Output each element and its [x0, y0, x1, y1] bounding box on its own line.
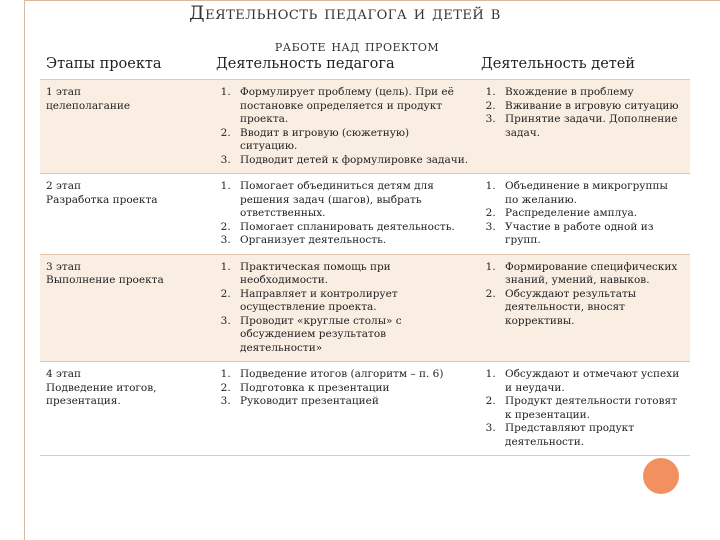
table-header-row: [40, 52, 690, 80]
list-item: 2. Продукт деятельности готовят к презентации.: [499, 395, 684, 422]
list-item: 1. Формирование специфических знаний, умений, навыков.: [499, 261, 684, 288]
list-item: 2. Помогает спланировать деятельность.: [234, 221, 469, 235]
list-item: 2. Обсуждают результаты деятельности, вносят коррективы.: [499, 288, 684, 329]
slide-frame-left: [24, 0, 25, 540]
list-item: 2. Вводит в игровую (сюжетную) ситуацию.: [234, 127, 469, 154]
header-children: Деятельность детей: [481, 56, 636, 72]
children-cell: [475, 80, 690, 174]
teacher-cell: [210, 362, 475, 456]
list-item: 1. Помогает объединиться детям для решения задач (шагов), выбрать ответственных.: [234, 180, 469, 221]
children-list: [481, 261, 684, 329]
list-item: 2. Вживание в игровую ситуацию: [499, 100, 684, 114]
list-item: 3. Представляют продукт деятельности.: [499, 422, 684, 449]
teacher-list: [216, 180, 469, 248]
title-line-1: Деятельность педагога и детей в: [189, 2, 501, 24]
list-item: 2. Распределение амплуа.: [499, 207, 684, 221]
list-item: 3. Принятие задачи. Дополнение задач.: [499, 113, 684, 140]
table-row: [40, 362, 690, 456]
children-cell: [475, 362, 690, 456]
teacher-cell: [210, 80, 475, 174]
children-cell: [475, 174, 690, 255]
children-list: [481, 86, 684, 140]
teacher-list: [216, 368, 469, 409]
teacher-cell: [210, 174, 475, 255]
stage-cell: 2 этап Разработка проекта: [46, 180, 158, 206]
table-row: [40, 254, 690, 362]
stage-cell: 1 этап целеполагание: [46, 86, 131, 112]
list-item: 1. Формулирует проблему (цель). При её постановке определяется и продукт проекта.: [234, 86, 469, 127]
decorative-orange-circle: [643, 458, 679, 494]
header-teacher: Деятельность педагога: [216, 56, 395, 72]
table-row: [40, 174, 690, 255]
teacher-list: [216, 261, 469, 356]
list-item: 3. Участие в работе одной из групп.: [499, 221, 684, 248]
list-item: 1. Обсуждают и отмечают успехи и неудачи.: [499, 368, 684, 395]
list-item: 1. Практическая помощь при необходимости.: [234, 261, 469, 288]
list-item: 3. Проводит «круглые столы» с обсуждением результатов деятельности»: [234, 315, 469, 356]
list-item: 1. Вхождение в проблему: [499, 86, 684, 100]
table-row: [40, 80, 690, 174]
teacher-list: [216, 86, 469, 167]
list-item: 3. Руководит презентацией: [234, 395, 469, 409]
children-list: [481, 180, 684, 248]
title-line-2: работе над проектом: [274, 37, 440, 55]
slide-frame-top: [24, 0, 720, 1]
list-item: 2. Направляет и контролирует осуществление проекта.: [234, 288, 469, 315]
list-item: 1. Подведение итогов (алгоритм – п. 6): [234, 368, 469, 382]
stage-cell: 4 этап Подведение итогов, презентация.: [46, 368, 157, 407]
list-item: 1. Объединение в микрогруппы по желанию.: [499, 180, 684, 207]
list-item: 2. Подготовка к презентации: [234, 382, 469, 396]
stage-cell: 3 этап Выполнение проекта: [46, 260, 164, 286]
children-list: [481, 368, 684, 449]
header-stages: Этапы проекта: [46, 56, 162, 72]
teacher-cell: [210, 254, 475, 362]
slide-title: [0, 2, 720, 55]
project-activity-table: [40, 52, 690, 456]
children-cell: [475, 254, 690, 362]
list-item: 3. Организует деятельность.: [234, 234, 469, 248]
list-item: 3. Подводит детей к формулировке задачи.: [234, 154, 469, 168]
